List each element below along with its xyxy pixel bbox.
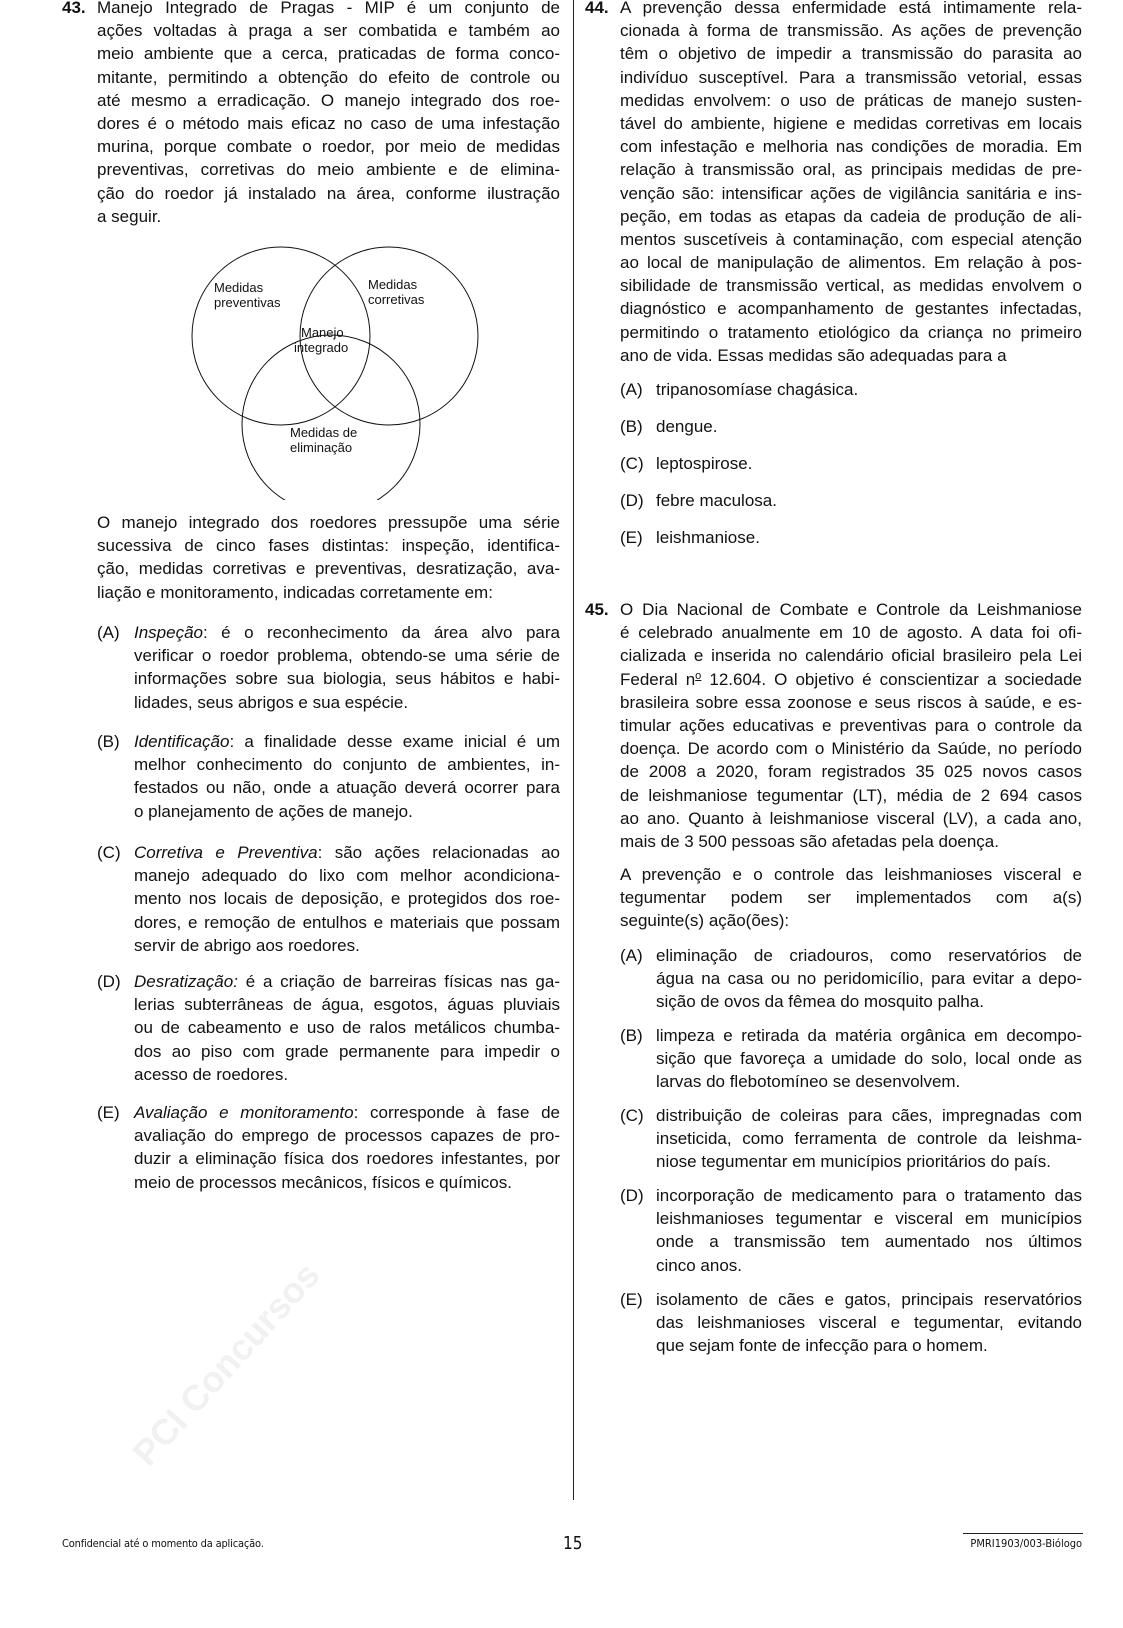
text-line: das leishmanioses visceral e tegumentar, evitando	[656, 1313, 1082, 1333]
text-line: ção do roedor já instalado na área, conforme ilustração	[97, 183, 560, 203]
option-letter: (B)	[620, 417, 643, 436]
text-line	[134, 841, 560, 864]
text-line: brasileira sobre essa zoonose e seus riscos à saúde, e es-	[620, 692, 1082, 712]
label-corretivas-1: Medidas	[368, 277, 418, 292]
text-line: a seguir.	[97, 206, 162, 226]
answer-option	[656, 452, 1082, 475]
option-letter: (D)	[620, 1186, 644, 1205]
option-letter: (C)	[620, 1106, 644, 1125]
answer-option	[656, 526, 1082, 549]
text-line	[134, 1101, 560, 1124]
question-number: 45.	[585, 600, 609, 619]
text-line: até mesmo a erradicação. O manejo integrado dos roe-	[97, 90, 560, 110]
option-letter: (D)	[620, 491, 644, 510]
text-line: o planejamento de ações de manejo.	[134, 801, 413, 821]
answer-option	[134, 1101, 560, 1194]
text-line: cionada à forma de transmissão. As ações de prevenção	[620, 21, 1082, 41]
text-line: Manejo Integrado de Pragas - MIP é um conjunto de	[97, 0, 560, 17]
text-line: de leishmaniose tegumentar (LT), média de 2 694 casos	[620, 785, 1082, 805]
text-segment: : a finalidade desse exame inicial é um	[229, 732, 560, 751]
text-line	[134, 621, 560, 644]
label-center-1: Manejo	[301, 325, 344, 340]
question-stem	[620, 598, 1082, 853]
text-line: diagnóstico e acompanhamento de gestantes infectadas,	[620, 299, 1082, 319]
label-center-2: integrado	[294, 340, 349, 355]
column-divider	[573, 0, 574, 1500]
text-line: sição que favoreça a umidade do solo, local onde as	[656, 1049, 1082, 1069]
text-line: limpeza e retirada da matéria orgânica em decompo-	[656, 1026, 1082, 1045]
label-preventivas-1: Medidas	[214, 280, 264, 295]
text-line: relação à transmissão oral, as principais medidas de pre-	[620, 160, 1082, 180]
text-line	[134, 970, 560, 993]
question-number: 43.	[62, 0, 86, 17]
option-term: Avaliação e monitoramento	[134, 1103, 354, 1122]
text-line: dores, e remoção de entulhos e materiais que possam	[134, 912, 560, 932]
text-line: tável do ambiente, higiene e medidas corretivas em locais	[620, 113, 1082, 133]
text-line: dengue.	[656, 417, 718, 436]
option-letter: (D)	[97, 972, 121, 991]
text-line: informações sobre sua biologia, seus hábitos e habi-	[134, 669, 560, 689]
text-segment: : é o reconhecimento da área alvo para	[203, 623, 560, 642]
text-line: duzir a eliminação física dos roedores infestantes, por	[134, 1149, 560, 1169]
text-line: ou de cabeamento e uso de ralos metálicos chumba-	[134, 1018, 560, 1038]
text-line: permitindo o tratamento etiológico da criança no primeiro	[620, 322, 1082, 342]
text-line: sibilidade de transmissão vertical, as medidas envolvem o	[620, 276, 1082, 296]
text-line: dos ao piso com grade permanente para impedir o	[134, 1041, 560, 1061]
option-term: Desratização:	[134, 972, 238, 991]
option-term: Corretiva e Preventiva	[134, 843, 318, 862]
text-line: com infestação e melhoria nas condições de moradia. Em	[620, 137, 1082, 157]
option-letter: (C)	[620, 454, 644, 473]
text-line: leishmanioses tegumentar e visceral em municípios	[656, 1209, 1082, 1229]
answer-option	[656, 378, 1082, 401]
text-line: isolamento de cães e gatos, principais reservatórios	[656, 1290, 1082, 1309]
question-number: 44.	[585, 0, 609, 17]
text-line	[620, 668, 1082, 691]
text-line: mais de 3 500 pessoas são afetadas pela doença.	[620, 831, 999, 851]
text-line: A prevenção dessa enfermidade está intimamente rela-	[620, 0, 1082, 17]
text-line: é celebrado anualmente em 10 de agosto. A data foi ofi-	[620, 623, 1082, 643]
option-letter: (B)	[620, 1026, 643, 1045]
text-line: inseticida, como ferramenta de controle da leishma-	[656, 1129, 1082, 1149]
answer-option	[656, 1288, 1082, 1358]
text-line: O manejo integrado dos roedores pressupõe uma série	[97, 513, 560, 532]
text-segment: : corresponde à fase de	[353, 1103, 560, 1122]
text-line: verificar o roedor problema, obtendo-se uma série de	[134, 646, 560, 666]
text-line: ano de vida. Essas medidas são adequadas para a	[620, 345, 1007, 365]
option-letter: (C)	[97, 843, 121, 862]
text-line: peção, em todas as etapas da cadeia de produção de ali-	[620, 206, 1082, 226]
option-term: Identificação	[134, 732, 230, 751]
question-stem	[620, 0, 1082, 367]
text-line: acesso de roedores.	[134, 1064, 289, 1084]
circle-eliminacao	[242, 335, 420, 500]
answer-option	[656, 1184, 1082, 1277]
ordinal-superscript: o	[695, 669, 702, 682]
footer-rule	[963, 1533, 1083, 1534]
text-line: liação e monitoramento, indicadas corretamente em:	[97, 582, 493, 602]
text-line: ações voltadas à praga a ser combatida e também ao	[97, 21, 560, 41]
text-line: indivíduo susceptível. Para a transmissão vetorial, essas	[620, 67, 1082, 87]
option-letter: (E)	[620, 528, 643, 547]
page-number: 15	[563, 1533, 583, 1554]
text-line: larvas do flebotomíneo se desenvolvem.	[656, 1072, 961, 1092]
option-letter: (A)	[97, 623, 120, 642]
text-line: lerias subterrâneas de água, esgotos, águas pluviais	[134, 995, 560, 1015]
text-line: cinco anos.	[656, 1255, 742, 1275]
text-line: venção são: intensificar ações de vigilância sanitária e ins-	[620, 183, 1082, 203]
watermark: PCI Concursos	[124, 1254, 328, 1474]
text-segment: é a criação de barreiras físicas nas ga-	[237, 972, 560, 991]
text-line: ao ano. Quanto à leishmaniose visceral (LV), a cada ano,	[620, 808, 1082, 828]
text-segment: : são ações relacionadas ao	[317, 843, 560, 862]
footer-confidential: Confidencial até o momento da aplicação.	[62, 1537, 264, 1550]
text-line	[134, 730, 560, 753]
answer-option	[656, 489, 1082, 512]
option-letter: (A)	[620, 946, 643, 965]
footer-exam-code: PMRI1903/003-Biólogo	[970, 1537, 1082, 1550]
text-line: meio de processos mecânicos, físicos e químicos.	[134, 1172, 512, 1192]
text-line: eliminação de criadouros, como reservatórios de	[656, 946, 1082, 965]
option-letter: (E)	[97, 1103, 120, 1122]
question-command	[620, 863, 1082, 933]
text-line: sição de ovos da fêmea do mosquito palha.	[656, 992, 984, 1012]
label-corretivas-2: corretivas	[368, 292, 425, 307]
text-line: leishmaniose.	[656, 528, 760, 547]
option-letter: (A)	[620, 380, 643, 399]
text-line: têm o objetivo de impedir a transmissão do parasita ao	[620, 44, 1082, 64]
venn-diagram	[180, 240, 480, 500]
text-line: niose tegumentar em municípios prioritários do país.	[656, 1152, 1051, 1172]
text-line: mento nos locais de deposição, e protegidos dos roe-	[134, 889, 560, 909]
text-line: manejo adequado do lixo com melhor acondiciona-	[134, 866, 560, 886]
text-segment: 12.604. O objetivo é conscientizar a sociedade	[701, 669, 1082, 689]
text-line: ao local de manipulação de alimentos. Em relação à pos-	[620, 253, 1082, 273]
text-line: doença. De acordo com o Ministério da Saúde, no período	[620, 739, 1082, 759]
text-line: seguinte(s) ação(ões):	[620, 911, 790, 931]
text-line: mentos suscetíveis à contaminação, com especial atenção	[620, 229, 1082, 249]
text-line: dores é o método mais eficaz no caso de uma infestação	[97, 113, 560, 133]
text-line: servir de abrigo aos roedores.	[134, 935, 360, 955]
text-line: febre maculosa.	[656, 491, 777, 510]
label-eliminacao-1: Medidas de	[290, 425, 358, 440]
text-line: timular ações educativas e preventivas para o controle da	[620, 715, 1082, 735]
text-line: preventivas, corretivas do meio ambiente e de elimina-	[97, 160, 560, 180]
text-line: tegumentar podem ser implementados com a(s)	[620, 888, 1082, 908]
text-line: medidas envolvem: o uso de práticas de manejo susten-	[620, 90, 1082, 110]
option-term: Inspeção	[134, 623, 203, 642]
text-line: O Dia Nacional de Combate e Controle da Leishmaniose	[620, 600, 1082, 619]
text-line: onde a transmissão tem aumentado nos últimos	[656, 1232, 1082, 1252]
text-line: ção, medidas corretivas e preventivas, desratização, ava-	[97, 559, 560, 579]
text-line: festados ou não, onde a atuação deverá ocorrer para	[134, 778, 560, 798]
answer-option	[134, 970, 560, 1086]
answer-option	[134, 730, 560, 823]
label-preventivas-2: preventivas	[214, 295, 281, 310]
question-stem	[97, 0, 560, 228]
text-line: de 2008 a 2020, foram registrados 35 025 novos casos	[620, 762, 1082, 782]
text-line: leptospirose.	[656, 454, 753, 473]
answer-option	[656, 944, 1082, 1014]
text-line: sucessiva de cinco fases distintas: inspeção, identifica-	[97, 536, 560, 556]
text-line: melhor conhecimento do conjunto de ambientes, in-	[134, 755, 560, 775]
answer-option	[656, 1104, 1082, 1174]
option-letter: (B)	[97, 732, 120, 751]
text-segment: Federal n	[620, 669, 696, 689]
text-line: distribuição de coleiras para cães, impregnadas com	[656, 1106, 1082, 1125]
text-line: lidades, seus abrigos e sua espécie.	[134, 692, 409, 712]
question-command	[97, 511, 560, 604]
answer-option	[656, 415, 1082, 438]
option-letter: (E)	[620, 1290, 643, 1309]
answer-option	[134, 841, 560, 957]
text-line: A prevenção e o controle das leishmanioses visceral e	[620, 865, 1082, 884]
answer-option	[134, 621, 560, 714]
text-line: incorporação de medicamento para o tratamento das	[656, 1186, 1082, 1205]
label-eliminacao-2: eliminação	[290, 440, 353, 455]
text-line: tripanosomíase chagásica.	[656, 380, 859, 399]
text-line: avaliação do emprego de processos capazes de pro-	[134, 1126, 560, 1146]
answer-option	[656, 1024, 1082, 1094]
text-line: mitante, permitindo a obtenção do efeito de controle ou	[97, 67, 560, 87]
text-line: murina, porque combate o roedor, por meio de medidas	[97, 137, 560, 157]
text-line: cializada e inserida no calendário oficial brasileiro pela Lei	[620, 646, 1082, 666]
text-line: água na casa ou no peridomicílio, para evitar a depo-	[656, 969, 1082, 989]
text-line: meio ambiente que a cerca, praticadas de forma conco-	[97, 44, 560, 64]
text-line: que sejam fonte de infecção para o homem.	[656, 1336, 988, 1356]
